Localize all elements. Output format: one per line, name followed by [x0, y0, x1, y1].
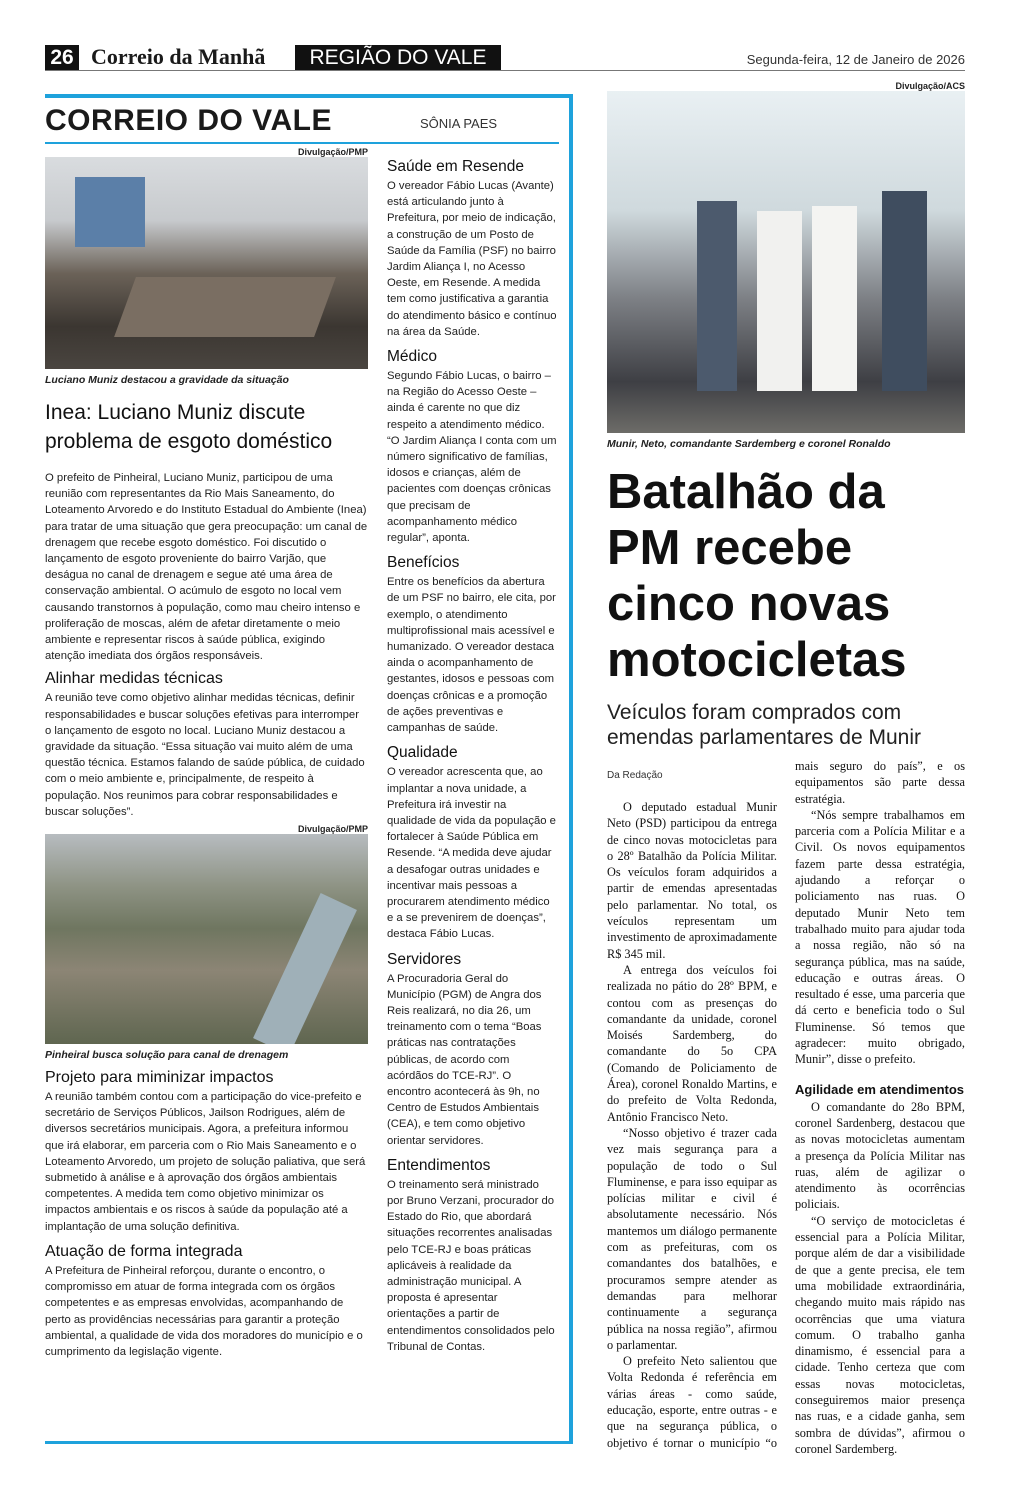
note-text: Entre os benefícios da abertura de um PSF no bairro, ele cita, por exemplo, o atendimento multiprofissional mais acessível e humanizado. O vereador destaca ainda o acompanhamento de gestantes, idosos e pessoas com doenças crônicas e a promoção de ações preventivas e campanhas de saúde.	[387, 576, 556, 735]
column-author: SÔNIA PAES	[420, 116, 498, 131]
note-text: Segundo Fábio Lucas, o bairro – na Região do Acesso Oeste – ainda é carente no que diz respeito a atendimento médico. “O Jardim Aliança I conta com um número significativo de famílias, idosos e crianças, além de pacientes com doenças crônicas que precisam de acompanhamento médico regular”, aponta.	[387, 370, 557, 545]
subheading: Alinhar medidas técnicas	[45, 670, 223, 688]
subheadline: Veículos foram comprados com emendas parlamentares de Munir	[607, 701, 921, 749]
article-headline: Inea: Luciano Muniz discute problema de esgoto doméstico	[45, 401, 333, 453]
article-paragraph: “Nós sempre trabalhamos em parceria com a Polícia Militar e a Civil. Os novos equipamentos fazem parte dessa estratégia, ajudando a reforçar o policiamento nas ruas. O deputado Munir Neto tem trabalhado muito para ajudar toda a nossa região, não só na segurança pública, mas na saúde, educação e outras áreas. O resultado é esse, uma parceria que dá certo e beneficia todo o Sul Fluminense. Só temos que agradecer: muito obrigado, Munir”, disse o prefeito.	[795, 807, 965, 1067]
photo-credit: Divulgação/ACS	[895, 81, 965, 91]
article-paragraph: O comandante do 28o BPM, coronel Sardenberg, destacou que as novas motocicletas aumentam a presença da Polícia Militar nas ruas, além de agilizar o atendimento às ocorrências policiais.	[795, 1099, 965, 1212]
article-body	[607, 758, 965, 1457]
note-title: Entendimentos	[387, 1156, 491, 1174]
issue-date: Segunda-feira, 12 de Janeiro de 2026	[746, 52, 965, 67]
notes-column	[387, 150, 557, 1355]
byline: Da Redação	[607, 770, 663, 781]
subheading: Agilidade em atendimentos	[795, 1081, 965, 1097]
page-number: 26	[45, 45, 79, 71]
note-title: Servidores	[387, 950, 462, 968]
article-paragraph: O deputado estadual Munir Neto (PSD) participou da entrega de cinco novas motocicletas para o 28º Batalhão da Polícia Militar. Os veículos foram adquiridos a partir de emendas apresentadas pelo parlamentar. No total, os veículos representam um investimento de aproximadamente R$ 345 mil.	[607, 800, 777, 961]
note-title: Médico	[387, 348, 437, 366]
subheading: Projeto para miminizar impactos	[45, 1069, 274, 1087]
article-paragraph: A reunião teve como objetivo alinhar medidas técnicas, definir responsabilidades e buscar soluções efetivas para interromper o lançamento de esgoto no local. Luciano Muniz destacou a gravidade da situação. “Essa situação vai muito além de uma questão técnica. Estamos falando de saúde pública, de cuidado com o meio ambiente e, principalmente, de respeito à população. Nos reunimos para cobrar responsabilidades e buscar soluções”.	[45, 692, 365, 818]
note-title: Saúde em Resende	[387, 158, 525, 175]
right-article	[607, 81, 965, 1457]
article-paragraph: “Nosso objetivo é trazer cada vez mais segurança para a população de todo o Sul Fluminense, e para isso equipar as polícias militar e civil é absolutamente necessário. Nós mantemos um diálogo permanente com as prefeituras, com os comandantes dos batalhões, e procuramos sempre atender as demandas para melhorar continuamente a segurança pública na nossa região”, afirmou o parlamentar.	[607, 1125, 777, 1352]
police-officers-photo	[607, 91, 965, 433]
newspaper-name: Correio da Manhã	[91, 44, 266, 69]
main-headline: Batalhão da PM recebe cinco novas motocicletas	[607, 465, 907, 687]
photo-credit: Divulgação/PMP	[297, 147, 368, 157]
left-article	[45, 147, 368, 1360]
article-paragraph: O prefeito de Pinheiral, Luciano Muniz, participou de uma reunião com representantes da Rio Mais Saneamento, do Loteamento Arvoredo e do Instituto Estadual do Ambiente (Inea) para tratar de uma situação que gera preocupação: um canal de drenagem que recebe esgoto doméstico. Foi discutido o lançamento de esgoto proveniente do bairro Varjão, que deságua no canal de drenagem e segue até uma área de conservação ambiental. O acúmulo de esgoto no local vem causando transtornos à população, como mau cheiro intenso e proliferação de moscas, além de afetar diretamente o meio ambiente e representar riscos à saúde pública, exigindo atenção imediata dos órgãos responsáveis.	[45, 472, 368, 663]
note-title: Benefícios	[387, 554, 460, 572]
note-text: O vereador acrescenta que, ao implantar a nova unidade, a Prefeitura irá investir na qualidade de vida da população e fortalecer à Saúde Pública em Resende. “A medida deve ajudar a desafogar outras unidades e incentivar mais pessoas a procurarem atendimento médico e a se prevenirem de doenças”, destaca Fábio Lucas.	[387, 766, 556, 941]
aerial-city-photo	[45, 834, 368, 1044]
note-text: O treinamento será ministrado por Bruno Verzani, procurador do Estado do Rio, que abordará situações recorrentes analisadas pelo TCE-RJ e boas práticas aplicáveis à realidade da administração municipal. A proposta é apresentar orientações a partir de entendimentos consolidados pelo Tribunal de Contas.	[387, 1178, 555, 1353]
article-paragraph: “O serviço de motocicletas é essencial para a Polícia Militar, porque além de dar a visibilidade de que a gente precisa, ele tem uma mobilidade extraordinária, chegando muito mais rápido nas ocorrências que uma viatura comum. O trabalho ganha dinamismo, é essencial para a cidade. Tenho certeza que com essas novas motocicletas, conseguiremos maior presença nas ruas, e a cidade ganha, sem sombra de dúvidas”, afirmou o coronel Sardemberg.	[795, 1213, 965, 1456]
article-paragraph: A entrega dos veículos foi realizada no pátio do 28º BPM, e contou com as presenças do comandante da unidade, coronel Moisés Sardemberg, do comandante do 5o CPA (Comando de Policiamento de Área), coronel Ronaldo Martins, e do prefeito de Volta Redonda, Antônio Francisco Neto.	[607, 962, 777, 1124]
subheading: Atuação de forma integrada	[45, 1242, 243, 1260]
note-text: A Procuradoria Geral do Município (PGM) de Angra dos Reis realizará, no dia 26, um treinamento com o tema “Boas práticas nas contratações públicas, de acordo com acórdãos do TCE-RJ”. O encontro acontecerá às 9h, no Centro de Estudos Ambientais (CEA), e tem como objetivo orientar servidores.	[387, 972, 542, 1147]
column-title-rule	[45, 142, 559, 144]
photo-caption: Luciano Muniz destacou a gravidade da situação	[45, 374, 289, 386]
article-paragraph: A reunião também contou com a participação do vice-prefeito e secretário de Serviços Públicos, Jailson Rodrigues, além de diversos secretários municipais. Agora, a prefeitura informou que irá elaborar, em parceria com o Rio Mais Saneamento e o Loteamento Arvoredo, um projeto de solução paliativa, que será submetido à análise e à aprovação dos órgãos ambientais competentes. A medida tem como objetivo minimizar os impactos ambientais e os riscos à saúde da população até a implantação de uma solução definitiva.	[45, 1091, 366, 1233]
note-title: Qualidade	[387, 744, 458, 762]
meeting-room-photo	[45, 157, 368, 369]
article-paragraph: O prefeito Neto salientou que Volta Redonda é referência em várias áreas - como saúde, educação, esporte, entre outras - e que na segurança pública, o objetivo é tornar o município “o mais seguro do país”, e os equipamentos são parte dessa estratégia.	[607, 759, 965, 1450]
photo-caption: Pinheiral busca solução para canal de drenagem	[45, 1049, 289, 1062]
note-text: O vereador Fábio Lucas (Avante) está articulando junto à Prefeitura, por meio de indicação, a construção de um Posto de Saúde da Família (PSF) no bairro Jardim Aliança I, no Acesso Oeste, em Resende. A medida tem como justificativa a garantia do atendimento básico e contínuo na área da Saúde.	[387, 180, 557, 338]
article-paragraph: A Prefeitura de Pinheiral reforçou, durante o encontro, o compromisso em atuar de forma integrada com os órgãos competentes e as empresas envolvidas, acompanhando de perto as providências necessárias para garantir a proteção ambiental, a qualidade de vida dos moradores do município e o cumprimento da legislação vigente.	[45, 1264, 363, 1358]
photo-caption: Munir, Neto, comandante Sardemberg e coronel Ronaldo	[607, 438, 891, 450]
photo-credit: Divulgação/PMP	[297, 824, 368, 835]
header-rule	[45, 70, 965, 71]
section-label: REGIÃO DO VALE	[295, 45, 501, 71]
column-title: CORREIO DO VALE	[45, 104, 332, 137]
